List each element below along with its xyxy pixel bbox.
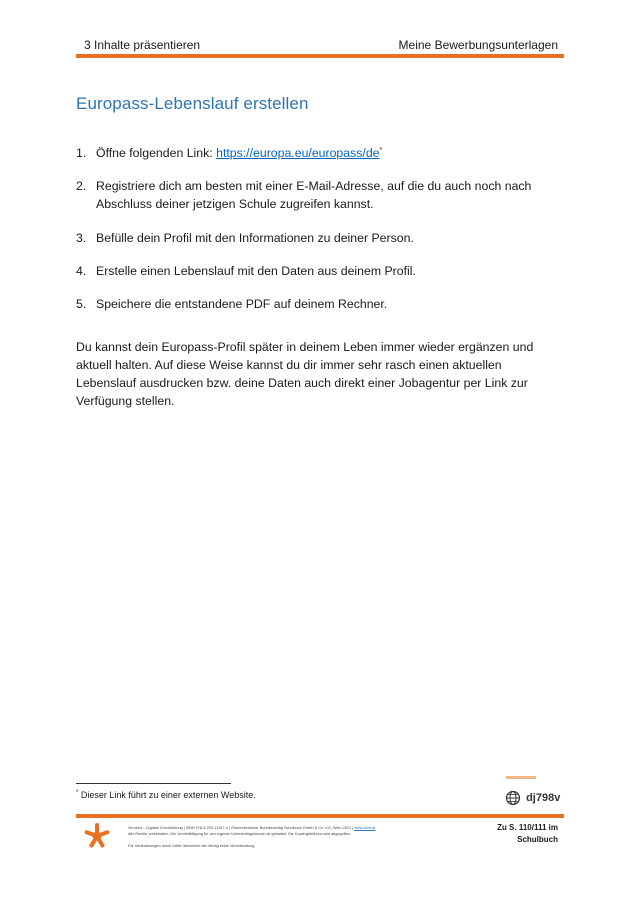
footnote xyxy=(76,790,256,800)
header-divider xyxy=(76,54,564,58)
footnote-mark: * xyxy=(76,790,79,796)
step-text-label: Öffne folgenden Link: xyxy=(96,146,217,160)
online-code: dj798v xyxy=(526,792,561,804)
footnote-divider xyxy=(76,783,231,784)
footnote-mark: * xyxy=(379,146,383,154)
globe-icon xyxy=(505,790,521,806)
step-text: Registriere dich am besten mit einer E-Mail-Adresse, auf die du auch noch nach Abschluss deiner jetzigen Schule zugreifen kannst. xyxy=(96,179,532,211)
step-number: 1. xyxy=(76,146,87,160)
publisher-logo-icon xyxy=(84,822,110,854)
legal-text: Vernetzt – Digitale Grundbildung | ISBN 978-3-209-11347-4 | Österreichischer Bundesverlag Schulbuch GmbH & Co. KG, Wien 2021 | xyxy=(128,826,355,830)
header-section: Meine Bewerbungsunterlagen xyxy=(398,38,558,52)
step-number: 3. xyxy=(76,231,87,245)
body-paragraph: Du kannst dein Europass-Profil später in deinem Leben immer wieder ergänzen und aktuell halten. Auf diese Weise kannst du dir immer sehr rasch einen aktuellen Lebenslauf ausdrucken bzw. deine Daten auch direkt einer Jobagentur per Link zur Verfügung stellen. xyxy=(76,340,534,408)
page-title: Europass-Lebenslauf erstellen xyxy=(76,94,309,113)
footnote-text: Dieser Link führt zu einer externen Website. xyxy=(78,790,256,800)
decorative-strip xyxy=(506,776,536,779)
header-chapter: 3 Inhalte präsentieren xyxy=(84,38,201,52)
step-number: 4. xyxy=(76,264,87,278)
legal-line: Alle Rechte vorbehalten. Die Vervielfältigung für den eigenen Unterrichtsgebrauch ist gestattet. Die Kopiergebühren sind abgegolten. xyxy=(128,832,351,836)
publisher-link[interactable]: www.oebv.at xyxy=(354,826,376,830)
step-text: Erstelle einen Lebenslauf mit den Daten aus deinem Profil. xyxy=(96,264,416,278)
step-text: Befülle dein Profil mit den Informationen zu deiner Person. xyxy=(96,231,414,245)
textbook-reference xyxy=(497,822,558,846)
step-text xyxy=(96,144,556,162)
legal-notice xyxy=(128,825,428,849)
step-number: 5. xyxy=(76,297,87,311)
footer-divider xyxy=(76,814,564,818)
step-text: Speichere die entstandene PDF auf deinem Rechner. xyxy=(96,297,388,311)
step-number: 2. xyxy=(76,179,87,193)
page-header xyxy=(76,36,564,54)
europass-link[interactable]: https://europa.eu/europass/de xyxy=(216,146,380,160)
reference-line: Zu S. 110/111 im xyxy=(497,823,558,832)
reference-line: Schulbuch xyxy=(517,835,558,844)
online-code-badge xyxy=(505,790,560,808)
legal-line: Für Veränderungen durch Dritte übernimmt der Verlag keine Verantwortung. xyxy=(128,844,256,848)
